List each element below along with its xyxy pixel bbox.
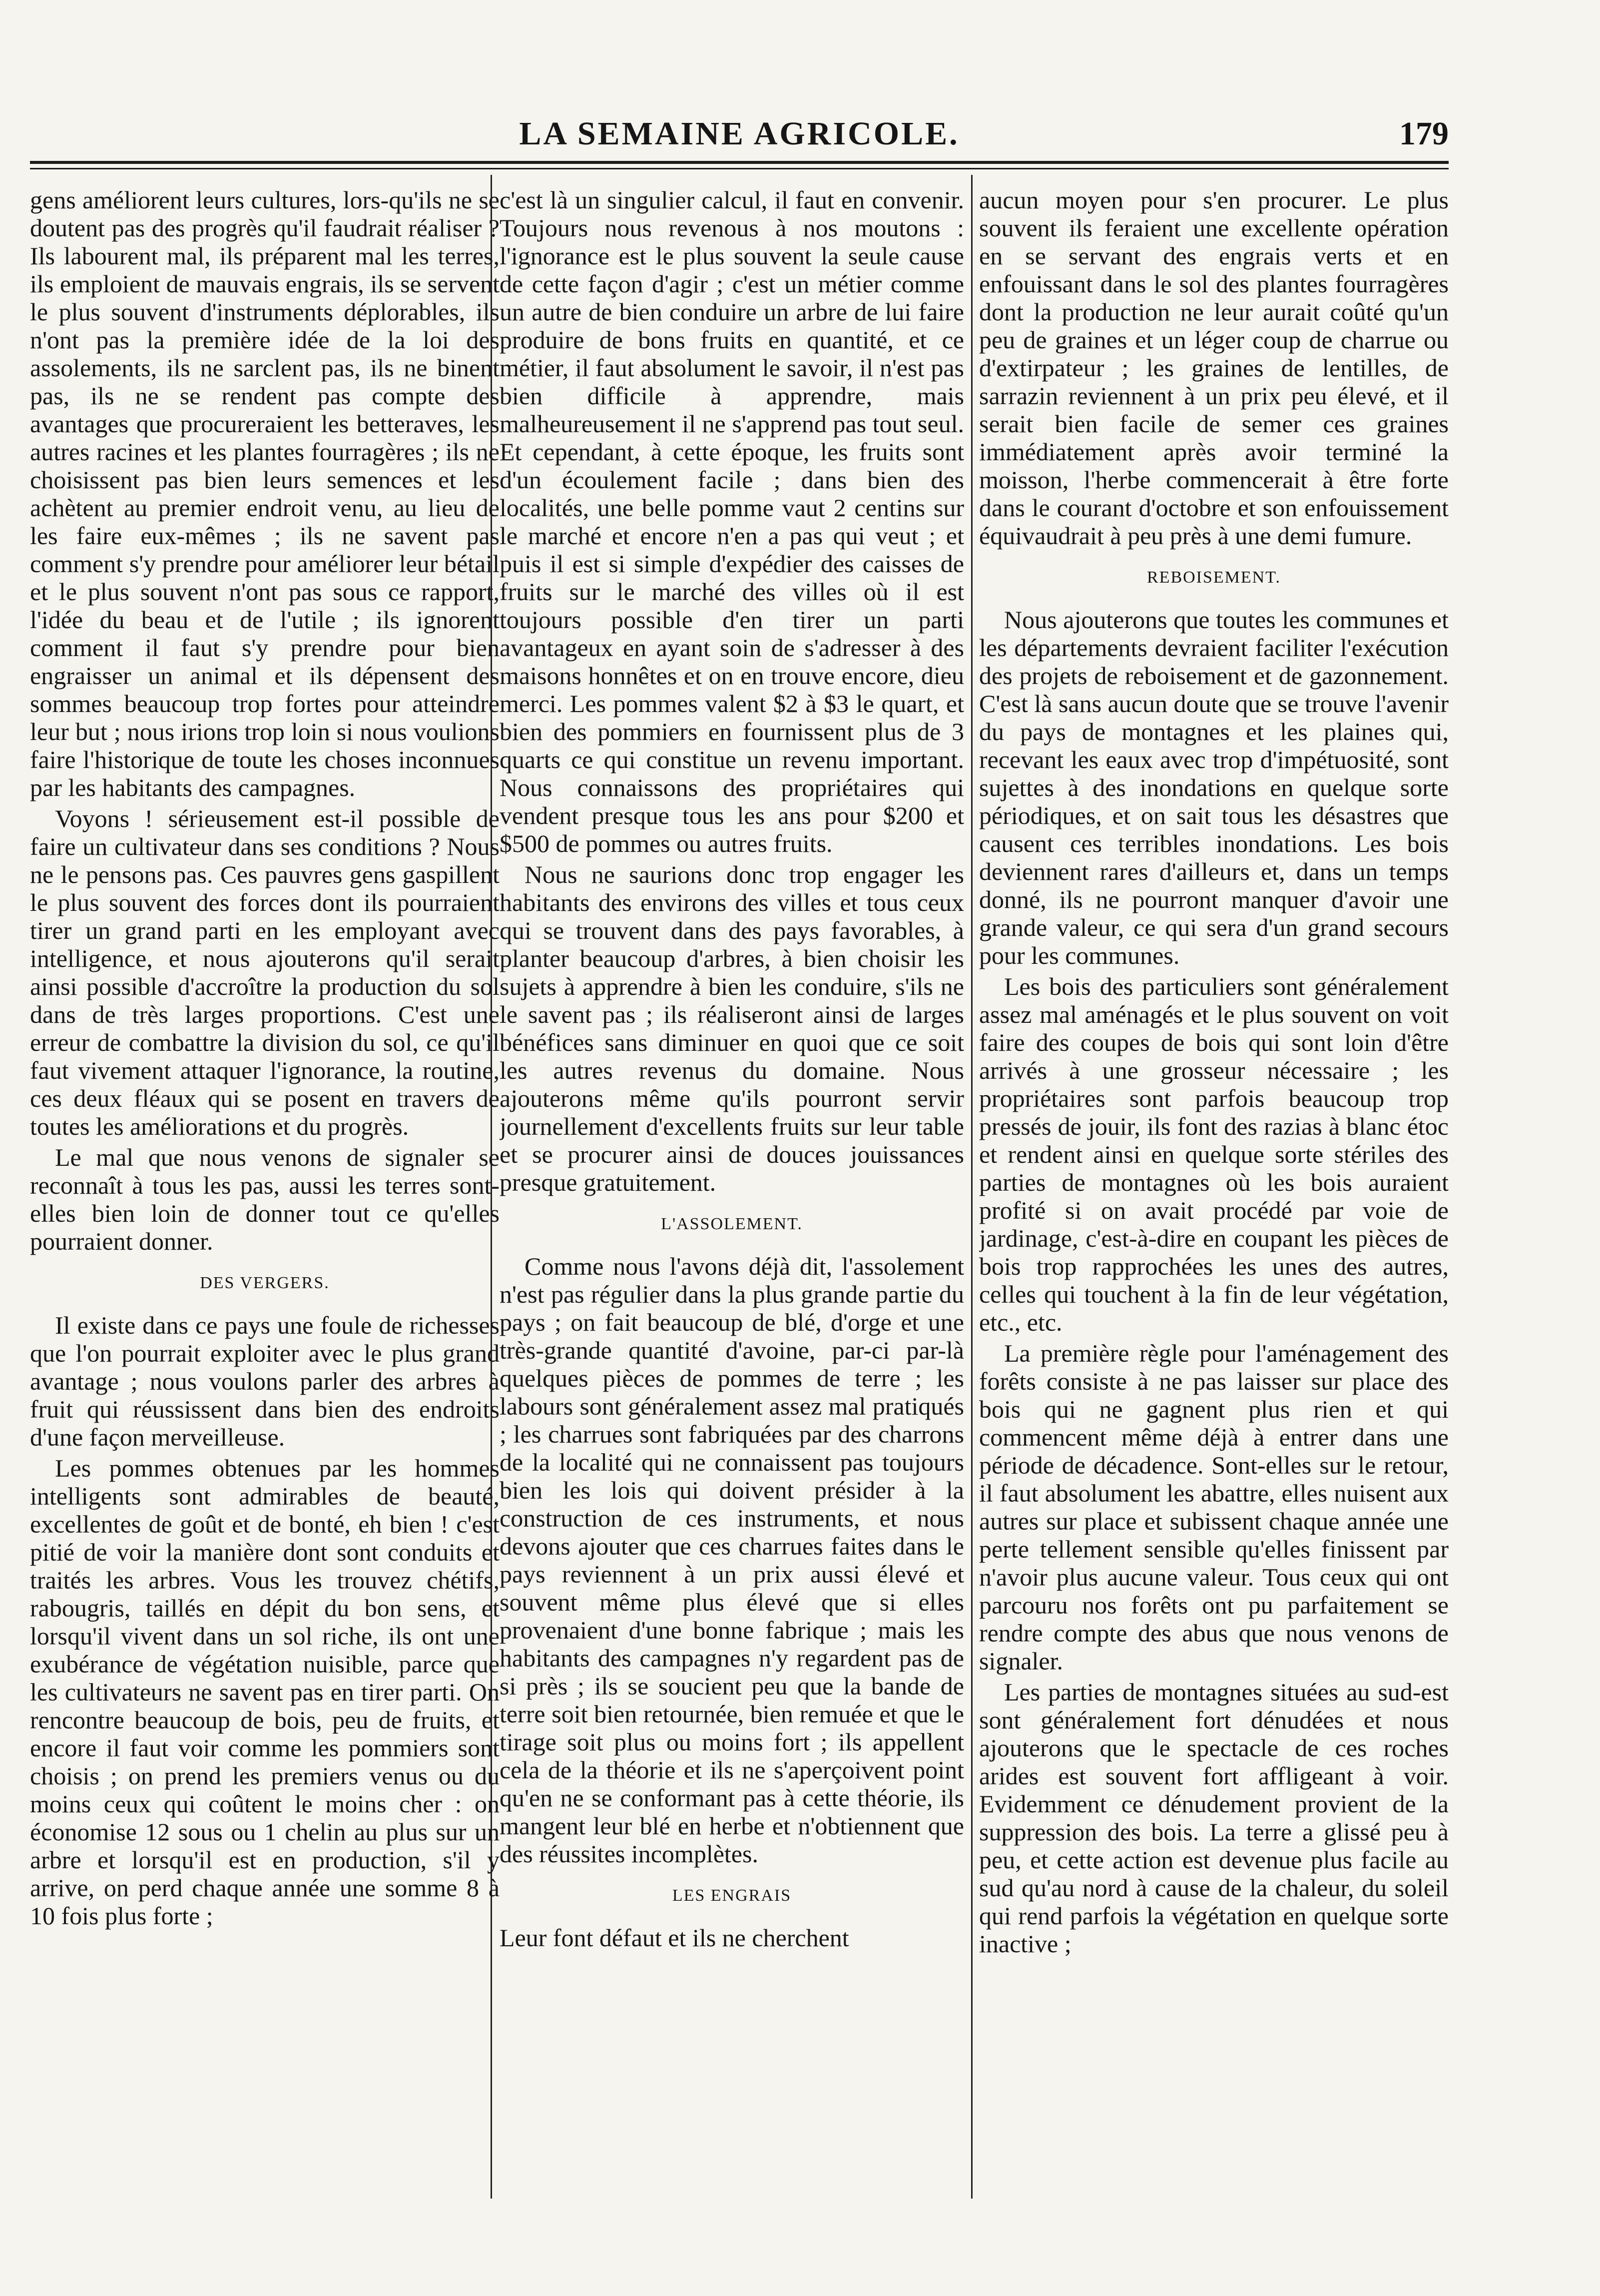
paragraph: Le mal que nous venons de signaler se reconnaît à tous les pas, aussi les terres sont-elles bien loin de donner tout ce qu'elles pourraient donner. (30, 1143, 500, 1255)
paragraph: Il existe dans ce pays une foule de richesses que l'on pourrait exploiter avec le plus grand avantage ; nous voulons parler des arbres à fruit qui réussissent dans bien des endroits d'une façon merveilleuse. (30, 1311, 500, 1451)
paragraph: Les parties de montagnes situées au sud-est sont généralement fort dénudées et nous ajouterons que le spectacle de ces roches arides est souvent fort affligeant à voir. Evidemment ce dénudement provient de la suppression des bois. La terre a glissé peu à peu, et cette action est devenue plus facile au sud qu'au nord à cause de la chaleur, du soleil qui rend parfois la végétation en quelque sorte inactive ; (979, 1678, 1449, 1958)
paragraph: Voyons ! sérieusement est-il possible de faire un cultivateur dans ses conditions ? Nous ne le pensons pas. Ces pauvres gens gaspillent le plus souvent des forces dont ils pourraient tirer un grand parti en les employant avec intelligence, et nous ajouterons qu'il serait ainsi possible d'accroître la production du sol dans de très larges proportions. C'est une erreur de combattre la division du sol, ce qu'il faut vivement attaquer l'ignorance, la routine, ces deux fléaux qui se posent en travers de toutes les améliorations et du progrès. (30, 804, 500, 1140)
paragraph: aucun moyen pour s'en procurer. Le plus souvent ils feraient une excellente opération en se servant des engrais verts et en enfouissant dans le sol des plantes fourragères dont la production ne leur aurait coûté qu'un peu de graines et un léger coup de charrue ou d'extirpateur ; les graines de lentilles, de sarrazin reviennent à un prix peu élevé, et il serait bien facile de semer ces graines immédiatement après avoir terminé la moisson, l'herbe commencerait à être forte dans le courant d'octobre et son enfouissement équivaudrait à peu près à une demi fumure. (979, 186, 1449, 550)
section-heading: REBOISEMENT. (1147, 568, 1281, 587)
section-heading: DES VERGERS. (200, 1274, 330, 1292)
paragraph: Nous ajouterons que toutes les communes et les départements devraient faciliter l'exécution des projets de reboisement et de gazonnement. C'est là sans aucun doute que se trouve l'avenir du pays de montagnes et les plaines qui, recevant les eaux avec trop d'impétuosité, sont sujettes à des inondations en quelque sorte périodiques, et on sait tous les désastres que causent ces terribles inondations. Les bois deviennent rares d'ailleurs et, dans un temps donné, ils ne pourront manquer d'avoir une grande valeur, ce qui sera d'un grand secours pour les communes. (979, 606, 1449, 969)
column-divider (971, 175, 973, 2199)
publication-title: LA SEMAINE AGRICOLE. (519, 115, 960, 152)
column-3 (979, 186, 1449, 2225)
page-header (30, 115, 1449, 160)
header-rule-thin (30, 168, 1449, 169)
paragraph: Les pommes obtenues par les hommes intelligents sont admirables de beauté, excellentes de goût et de bonté, eh bien ! c'est pitié de voir la manière dont sont conduits et traités les arbres. Vous les trouvez chétifs, rabougris, taillés en dépit du bon sens, et lorsqu'il vivent dans un sol riche, ils ont une exubérance de végétation nuisible, parce que les cultivateurs ne savent pas en tirer parti. On rencontre beaucoup de bois, peu de fruits, et encore il faut voir comme les pommiers sont choisis ; on prend les premiers venus ou du moins ceux qui coûtent le moins cher : on économise 12 sous ou 1 chelin au plus sur un arbre et lorsqu'il est en production, s'il y arrive, on perd chaque année une somme 8 à 10 fois plus forte ; (30, 1454, 500, 1930)
paragraph: Nous ne saurions donc trop engager les habitants des environs des villes et tous ceux qui se trouvent dans des pays favorables, à planter beaucoup d'arbres, à bien choisir les sujets à apprendre à bien les conduire, s'ils ne le savent pas ; ils réaliseront ainsi de larges bénéfices sans diminuer en quoi que ce soit les autres revenus du domaine. Nous ajouterons même qu'ils pourront servir journellement d'excellents fruits sur leur table et se procurer ainsi de douces jouissances presque gratuitement. (500, 860, 964, 1196)
paragraph: c'est là un singulier calcul, il faut en convenir. Toujours nous revenous à nos moutons : l'ignorance est le plus souvent la seule cause de cette façon d'agir ; c'est un métier comme un autre de bien conduire un arbre de lui faire produire de bons fruits en quantité, et ce métier, il faut absolument le savoir, il n'est pas bien difficile à apprendre, mais malheureusement il ne s'apprend pas tout seul. Et cependant, à cette époque, les fruits sont d'un écoulement facile ; dans bien des localités, une belle pomme vaut 2 centins sur le marché et encore n'en a pas qui veut ; et puis il est si simple d'expédier des caisses de fruits sur le marché des villes où il est toujours possible d'en tirer un parti avantageux en ayant soin de s'adresser à des maisons honnêtes et on en trouve encore, dieu merci. Les pommes valent $2 à $3 le quart, et bien des pommiers en fournissent plus de 3 quarts ce qui constitue un revenu important. Nous connaissons des propriétaires qui vendent presque tous les ans pour $200 et $500 de pommes ou autres fruits. (500, 186, 964, 857)
column-2 (500, 186, 964, 2225)
paragraph: gens améliorent leurs cultures, lors-qu'ils ne se doutent pas des progrès qu'il faudrait réaliser ? Ils labourent mal, ils préparent mal les terres, ils emploient de mauvais engrais, ils se servent le plus souvent d'instruments déplorables, ils n'ont pas la première idée de la loi des assolements, ils ne sarclent pas, ils ne binent pas, ils ne se rendent pas compte des avantages que procureraient les betteraves, les autres racines et les plantes fourragères ; ils ne choisissent pas bien leurs semences et les achètent au premier endroit venu, au lieu de les faire eux-mêmes ; ils ne savent pas comment s'y prendre pour améliorer leur bétail et le plus souvent n'ont pas sous ce rapport, l'idée du beau et de l'utile ; ils ignorent comment il faut s'y prendre pour bien engraisser un animal et ils dépensent des sommes beaucoup trop fortes pour atteindre leur but ; nous irions trop loin si nous voulions faire l'historique de toute les choses inconnues par les habitants des campagnes. (30, 186, 500, 801)
paragraph: La première règle pour l'aménagement des forêts consiste à ne pas laisser sur place des bois qui ne gagnent plus rien et qui commencent même déjà à entrer dans une période de décadence. Sont-elles sur le retour, il faut absolument les abattre, elles nuisent aux autres sur place et subissent chaque année une perte tellement sensible qu'elles finissent par n'avoir plus aucune valeur. Tous ceux qui ont parcouru nos forêts ont pu parfaitement se rendre compte des abus que nous venons de signaler. (979, 1339, 1449, 1675)
header-rule-thick (30, 161, 1449, 164)
section-heading: L'ASSOLEMENT. (661, 1215, 803, 1233)
paragraph: Leur font défaut et ils ne cherchent (500, 1924, 849, 1952)
paragraph: Les bois des particuliers sont généralement assez mal aménagés et le plus souvent on voit faire des coupes de bois qui sont loin d'être arrivés à une grosseur nécessaire ; les propriétaires sont parfois beaucoup trop pressés de jouir, ils font des razias à blanc étoc et rendent ainsi en quelque sorte stériles des parties de montagnes où les bois auraient profité si on avait procédé par voie de jardinage, c'est-à-dire en coupant les pièces de bois trop rapprochées les unes des autres, celles qui touchent à la fin de leur végétation, etc., etc. (979, 972, 1449, 1336)
page-number: 179 (1399, 115, 1449, 152)
column-1 (30, 186, 500, 2225)
section-heading: LES ENGRAIS (672, 1886, 792, 1905)
paragraph: Comme nous l'avons déjà dit, l'assolement n'est pas régulier dans la plus grande partie du pays ; on fait beaucoup de blé, d'orge et une très-grande quantité d'avoine, par-ci par-là quelques pièces de pommes de terre ; les labours sont généralement assez mal pratiqués ; les charrues sont fabriquées par des charrons de la localité qui ne connaissent pas toujours bien les lois qui doivent présider à la construction de ces instruments, et nous devons ajouter que ces charrues faites dans le pays reviennent à un prix aussi élevé et souvent même plus élevé que si elles provenaient d'une bonne fabrique ; mais les habitants des campagnes n'y regardent pas de si près ; ils se soucient peu que la bande de terre soit bien retournée, bien remuée et que le tirage soit plus ou moins fort ; ils appellent cela de la théorie et ils ne s'aperçoivent point qu'en ne se conformant pas à cette théorie, ils mangent leur blé en herbe et n'obtiennent que des réussites incomplètes. (500, 1252, 964, 1868)
